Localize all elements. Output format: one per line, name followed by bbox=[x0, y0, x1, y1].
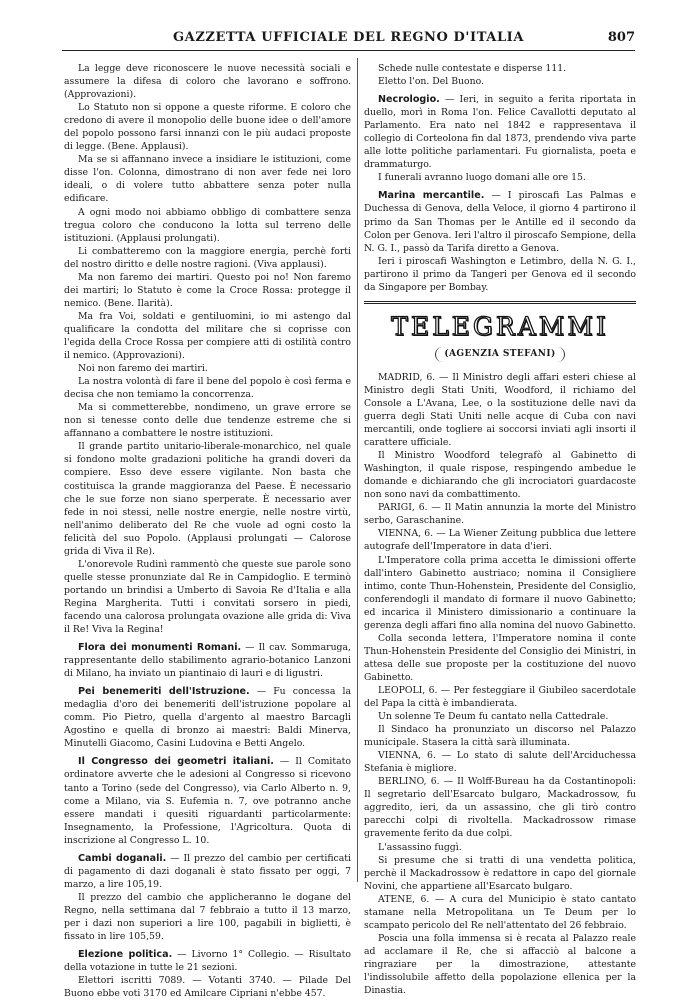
right-column bbox=[364, 62, 636, 997]
news-item bbox=[64, 755, 351, 846]
paragraph bbox=[64, 401, 351, 440]
news-item bbox=[364, 93, 636, 171]
paragraph-text: Ma si commetterebbe, nondimeno, un grave errore se non si tenesse conto delle due tendenze estreme che si affannano a combattere le nostre istituzioni. bbox=[64, 402, 351, 440]
paragraph bbox=[64, 310, 351, 362]
paragraph-text: — I piroscafi Las Palmas e Duchessa di Genova, della Veloce, il giorno 4 partirono il primo da San Thomas per le Antille ed il secondo da Colon per Genova. Ieri l'altro il piroscafo Sempione, della N. G. I., passò da Tarifa diretto a Genova. bbox=[364, 190, 636, 254]
paragraph-text: I funerali avranno luogo domani alle ore 15. bbox=[378, 172, 586, 184]
telegram-paragraph: L'assassino fuggì. bbox=[378, 841, 462, 853]
telegrams-title: TELEGRAMMI bbox=[391, 311, 609, 341]
telegram-paragraph: Un solenne Te Deum fu cantato nella Cattedrale. bbox=[378, 711, 609, 723]
page-number: 807 bbox=[607, 30, 635, 45]
paragraph bbox=[64, 558, 351, 636]
left-column bbox=[64, 62, 352, 1000]
news-headline: Necrologio. bbox=[378, 94, 440, 106]
paragraph-text: L'onorevole Rudinì rammentò che queste sue parole sono quelle stesse pronunziate dal Re in Campidoglio. E terminò portando un brindisi a Umberto di Savoia Re d'Italia e alla Regina Margherita. Tutti i convitati sorsero in piedi, facendo una calorosa prolungata ovazione alle grida di: Viva il Re! Viva la Regina! bbox=[64, 558, 351, 636]
paragraph-text: — Fu concessa la medaglia d'oro dei benemeriti dell'istruzione popolare al comm. Pio Pietro, quella d'argento al maestro Barcagli Agostino e quella di bronzo ai maestri: Baldi Minerva, Minutelli Giacomo, Casini Ludovina e Betti Angelo. bbox=[64, 686, 351, 750]
right-news-section bbox=[364, 62, 636, 294]
news-headline: Il Congresso dei geometri italiani. bbox=[78, 756, 274, 768]
telegram-paragraph: BERLINO, 6. — Il Wolff-Bureau ha da Costantinopoli: Il segretario dell'Esarcato bulgaro, Mackadrossow, fu aggredito, ieri, da un assassino, che gli tirò contro parecchi colpi di rivoltella. Mackadrossow rimase gravemente ferito da due colpi. bbox=[364, 776, 636, 840]
telegram-paragraph: LEOPOLI, 6. — Per festeggiare il Giubileo sacerdotale del Papa la città è imbandierata. bbox=[364, 684, 636, 710]
section-separator bbox=[364, 301, 636, 304]
paragraph-text: Il prezzo del cambio che applicheranno le dogane del Regno, nella settimana dal 7 febbraio a tutto il 13 marzo, per i dazi non superiori a lire 100, pagabili in biglietti, è fissato in lire 105,59. bbox=[64, 891, 351, 943]
paragraph bbox=[64, 245, 351, 271]
paragraph-text: Ma non faremo dei martiri. Questo poi no! Non faremo dei martiri; lo Statuto è come la Croce Rossa: protegge il nemico. (Bene. Ilarità). bbox=[64, 271, 351, 309]
telegram-paragraph: VIENNA, 6. — La Wiener Zeitung pubblica due lettere autografe dell'Imperatore in data d'ieri. bbox=[364, 528, 636, 553]
news-item bbox=[64, 852, 351, 891]
paragraph bbox=[64, 101, 351, 153]
news-headline: Pei benemeriti dell'Istruzione. bbox=[78, 686, 250, 698]
telegram-paragraph: Il Sindaco ha pronunziato un discorso nel Palazzo municipale. Stasera la città sarà illuminata. bbox=[364, 724, 636, 749]
news-headline: Marina mercantile. bbox=[378, 190, 485, 202]
paragraph bbox=[64, 375, 351, 401]
paragraph-text: — Il cav. Sommaruga, rappresentante dello stabilimento agrario-botanico Lanzoni di Milano, ha inviato un piantinaio di lauri e di ligustri. bbox=[64, 642, 351, 680]
news-headline: Flora dei monumenti Romani. bbox=[78, 642, 242, 654]
news-headline: Elezione politica. bbox=[78, 949, 173, 961]
paragraph bbox=[64, 974, 351, 1000]
paragraph bbox=[364, 171, 636, 184]
telegram-paragraph: Colla seconda lettera, l'Imperatore nomina il conte Thun-Hohenstein Presidente del Consiglio dei Ministri, in attesa delle sue proposte per la costituzione del nuovo Gabinetto. bbox=[364, 632, 636, 683]
paragraph-text: Ma se si affannano invece a insidiare le istituzioni, come disse l'on. Colonna, dimostrano di non aver fede nei loro ideali, o di volere tutto abbattere senza poter nulla edificare. bbox=[64, 154, 351, 205]
column-divider bbox=[357, 58, 358, 882]
telegram-paragraph: Il Ministro Woodford telegrafò al Gabinetto di Washington, il quale rispose, respingendo ambedue le domande e dichiarando che gli incrociatori guardacoste non sono navi da combattimento. bbox=[364, 450, 636, 501]
paragraph bbox=[364, 255, 636, 294]
news-item bbox=[64, 641, 351, 680]
page-header bbox=[62, 30, 635, 51]
paragraph-text: — Il Comitato ordinatore avverte che le adesioni al Congresso si ricevono tanto a Torino (sede del Congresso), via Carlo Alberto n. 9, come a Milano, via S. Eufemia n. 7, ove potranno anche essere mandati i quesiti riguardanti particolarmente: Insegnamento, la Professione, l'Agricoltura. Quota di inscrizione al Congresso L. 10. bbox=[64, 756, 352, 846]
news-item bbox=[64, 948, 351, 974]
paragraph bbox=[64, 271, 351, 310]
paragraph-text: Lo Statuto non si oppone a queste riforme. E coloro che credono di avere il monopolio delle buone idee o dell'amore del popolo possono farsi innanzi con le più audaci proposte di legge. (Bene. Applausi). bbox=[64, 102, 351, 153]
paragraph bbox=[64, 362, 351, 375]
paragraph-text: Elettori iscritti 7089. — Votanti 3740. — Pilade Del Buono ebbe voti 3170 ed Amilcare Cipriani n'ebbe 457. bbox=[64, 975, 351, 1000]
news-headline: Cambi doganali. bbox=[78, 852, 167, 864]
paragraph-text: Li combatteremo con la maggiore energia, perchè forti del nostro diritto e delle nostre ragioni. (Viva applausi). bbox=[64, 245, 351, 270]
telegram-paragraph: PARIGI, 6. — Il Matin annunzia la morte del Ministro serbo, Garaschanine. bbox=[364, 502, 636, 527]
paragraph bbox=[64, 153, 351, 205]
paragraph-text: Ieri i piroscafi Washington e Letimbro, della N. G. I., partirono il primo da Tangeri per Genova ed il secondo da Singapore per Bombay. bbox=[364, 255, 636, 293]
news-item bbox=[64, 685, 351, 750]
news-item bbox=[364, 189, 636, 254]
telegram-paragraph: Poscia una folla immensa si è recata al Palazzo reale ad acclamare il Re, che si affacciò al balcone a ringraziare per la dimostrazione, attestante l'indissolubile affetto della popolazione ellenica per la Dinastia. bbox=[364, 932, 636, 997]
paragraph bbox=[64, 206, 351, 245]
telegrams-body bbox=[364, 371, 636, 997]
telegram-paragraph: L'Imperatore colla prima accetta le dimissioni offerte dall'intero Gabinetto austriaco; nomina il Consigliere intimo, conte Thun-Hohenstein, Presidente del Consiglio, conferendogli il mandato di formare il nuovo Gabinetto; ed incarica il Ministero dimissionario a continuare la gerenza degli affari fino alla nomina del nuovo Gabinetto. bbox=[364, 554, 636, 631]
paragraph bbox=[364, 62, 636, 75]
paragraph-text: Il grande partito unitario-liberale-monarchico, nel quale si fondono molte gradazioni politiche ha grandi doveri da compiere. Esso deve essere vigilante. Non basta che costituisca la grande maggioranza del Paese. È necessario che le sue forze non siano sperperate. È necessario aver fede in noi stessi, nelle nostre energie, nelle nostre virtù, nell'animo deliberato del Re che vuole ad ogni costo la felicità del suo Popolo. (Applausi prolungati — Calorose grida di Viva il Re). bbox=[64, 441, 351, 557]
paragraph bbox=[64, 440, 351, 557]
paragraph bbox=[64, 62, 351, 101]
telegrams-header bbox=[364, 312, 636, 371]
telegram-paragraph: MADRID, 6. — Il Ministro degli affari esteri chiese al Ministro degli Stati Uniti, Woodford, il richiamo del Console a L'Avana, Lee, o la sostituzione delle navi da guerra degli Stati Uniti nelle acque di Cuba con navi mercantili, onde togliere ai soccorsi inviati agli insorti il carattere ufficiale. bbox=[364, 371, 636, 449]
agency-label: (AGENZIA STEFANI) bbox=[435, 347, 564, 362]
telegram-paragraph: VIENNA, 6. — Lo stato di salute dell'Arciduchessa Stefania è migliore. bbox=[364, 750, 636, 775]
paragraph-text: La legge deve riconoscere le nuove necessità sociali e assumere la difesa di coloro che lavorano e soffrono. (Approvazioni). bbox=[64, 63, 351, 101]
paragraph-text: — Livorno 1° Collegio. — Risultato della votazione in tutte le 21 sezioni. bbox=[64, 949, 351, 974]
newspaper-title: GAZZETTA UFFICIALE DEL REGNO D'ITALIA bbox=[172, 30, 525, 45]
telegram-paragraph: ATENE, 6. — A cura del Municipio è stato cantato stamane nella Metropolitana un Te Deum per lo scampato pericolo del Re nell'attentato del 26 febbraio. bbox=[364, 893, 636, 931]
paragraph-text: Noi non faremo dei martiri. bbox=[78, 363, 208, 375]
paragraph-text: A ogni modo noi abbiamo obbligo di combattere senza tregua coloro che conducono la lotta sul terreno delle istituzioni. (Applausi prolungati). bbox=[64, 206, 351, 244]
paragraph bbox=[364, 75, 636, 88]
paragraph-text: — Ieri, in seguito a ferita riportata in duello, morì in Roma l'on. Felice Cavallotti deputato al Parlamento. Era nato nel 1842 e rappresentava il collegio di Corteolona fin dal 1873, prendendo viva parte alle lotte politiche parlamentari. Fu giornalista, poeta e drammaturgo. bbox=[364, 94, 636, 171]
paragraph-text: Eletto l'on. Del Buono. bbox=[378, 76, 484, 88]
paragraph-text: Schede nulle contestate e disperse 111. bbox=[378, 63, 567, 74]
paragraph-text: — Il prezzo del cambio per certificati di pagamento di dazi doganali è stato fissato per oggi, 7 marzo, a lire 105,19. bbox=[64, 852, 351, 890]
telegram-paragraph: Si presume che si tratti di una vendetta politica, perchè il Mackadrossow è redattore in capo del giornale Novini, che appartiene all'Esarcato bulgaro. bbox=[364, 854, 636, 892]
paragraph-text: Ma fra Voi, soldati e gentiluomini, io mi astengo dal qualificare la condotta del militare che si coprisse con l'egida della Croce Rossa per compiere atti di ostilità contro il nemico. (Approvazioni). bbox=[64, 310, 351, 362]
paragraph bbox=[64, 891, 351, 943]
paragraph-text: La nostra volontà di fare il bene del popolo è così ferma e decisa che non temiamo la concorrenza. bbox=[64, 376, 351, 401]
